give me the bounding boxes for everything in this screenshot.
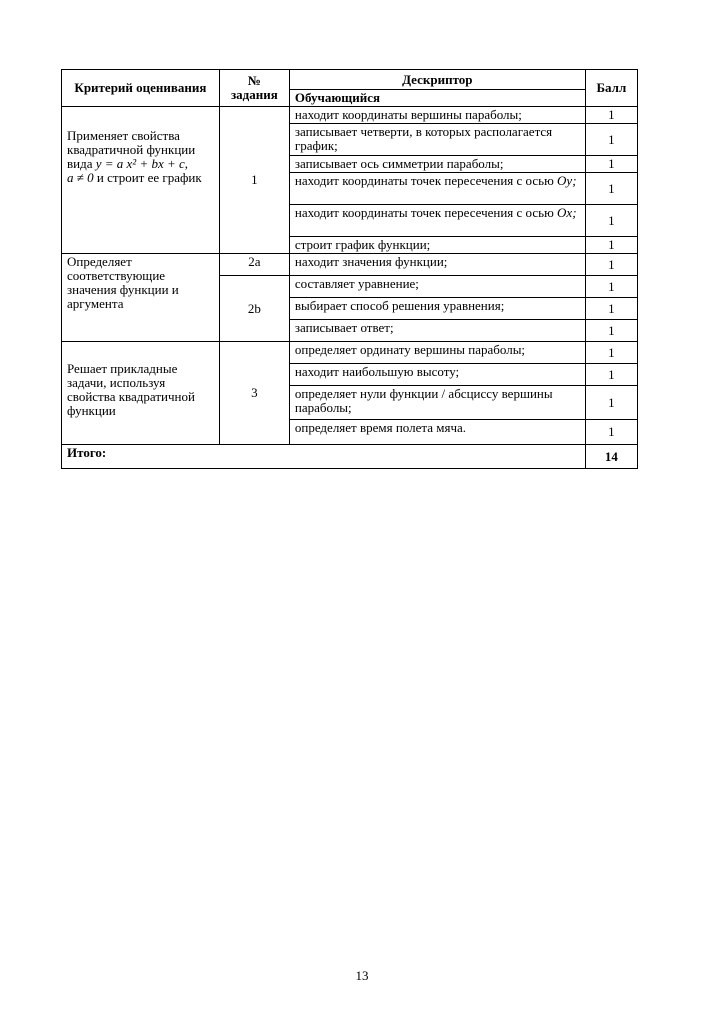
- score-cell: 1: [585, 107, 637, 124]
- descriptor-cell: выбирает способ решения уравнения;: [289, 298, 585, 320]
- header-descriptor: Дескриптор: [289, 70, 585, 90]
- descriptor-cell: строит график функции;: [289, 237, 585, 254]
- task-number: 2b: [219, 276, 289, 342]
- descriptor-cell: находит значения функции;: [289, 254, 585, 276]
- criterion-text-end: и строит ее график: [93, 170, 202, 185]
- score-cell: 1: [585, 254, 637, 276]
- total-label: Итого:: [62, 445, 586, 469]
- task-number: 2a: [219, 254, 289, 276]
- score-cell: 1: [585, 237, 637, 254]
- header-score: Балл: [585, 70, 637, 107]
- task-number: 3: [219, 342, 289, 445]
- score-cell: 1: [585, 364, 637, 386]
- descriptor-cell: находит координаты вершины параболы;: [289, 107, 585, 124]
- score-cell: 1: [585, 420, 637, 445]
- header-task-number-line1: №: [247, 73, 261, 88]
- score-cell: 1: [585, 205, 637, 237]
- page-number: 13: [355, 968, 369, 983]
- criterion-function-values: Определяет соответствующие значения функции и аргумента: [62, 254, 220, 342]
- axis-label-ox: Ox;: [557, 205, 577, 220]
- axis-label-oy: Oy;: [557, 173, 577, 188]
- formula-a-nonzero: a ≠ 0: [67, 170, 94, 185]
- descriptor-cell: составляет уравнение;: [289, 276, 585, 298]
- header-task-number-line2: задания: [230, 87, 278, 102]
- descriptor-text: находит координаты точек пересечения с осью: [294, 205, 558, 220]
- assessment-rubric-table: [61, 69, 638, 469]
- criterion-text: Применяет свойства квадратичной функции вида: [67, 128, 196, 171]
- header-criterion: Критерий оценивания: [62, 70, 220, 107]
- descriptor-cell: определяет время полета мяча.: [289, 420, 585, 445]
- task-number: 1: [219, 107, 289, 254]
- header-task-number: [219, 70, 289, 107]
- score-cell: 1: [585, 298, 637, 320]
- descriptor-cell: находит наибольшую высоту;: [289, 364, 585, 386]
- score-cell: 1: [585, 386, 637, 420]
- score-cell: 1: [585, 173, 637, 205]
- descriptor-cell: записывает четверти, в которых располагается график;: [289, 124, 585, 156]
- criterion-quadratic-properties: [62, 107, 220, 254]
- descriptor-cell: [289, 173, 585, 205]
- header-learner: Обучающийся: [289, 90, 585, 107]
- total-score: 14: [585, 445, 637, 469]
- score-cell: 1: [585, 276, 637, 298]
- descriptor-cell: определяет нули функции / абсциссу вершины параболы;: [289, 386, 585, 420]
- score-cell: 1: [585, 156, 637, 173]
- criterion-comma: ,: [184, 156, 189, 171]
- criterion-applied-problems: Решает прикладные задачи, используя свойства квадратичной функции: [62, 342, 220, 445]
- descriptor-cell: записывает ответ;: [289, 320, 585, 342]
- descriptor-cell: [289, 205, 585, 237]
- descriptor-text: находит координаты точек пересечения с осью: [294, 173, 558, 188]
- score-cell: 1: [585, 124, 637, 156]
- score-cell: 1: [585, 320, 637, 342]
- formula-quadratic: y = a x² + bx + c: [95, 156, 185, 171]
- score-cell: 1: [585, 342, 637, 364]
- descriptor-cell: записывает ось симметрии параболы;: [289, 156, 585, 173]
- descriptor-cell: определяет ординату вершины параболы;: [289, 342, 585, 364]
